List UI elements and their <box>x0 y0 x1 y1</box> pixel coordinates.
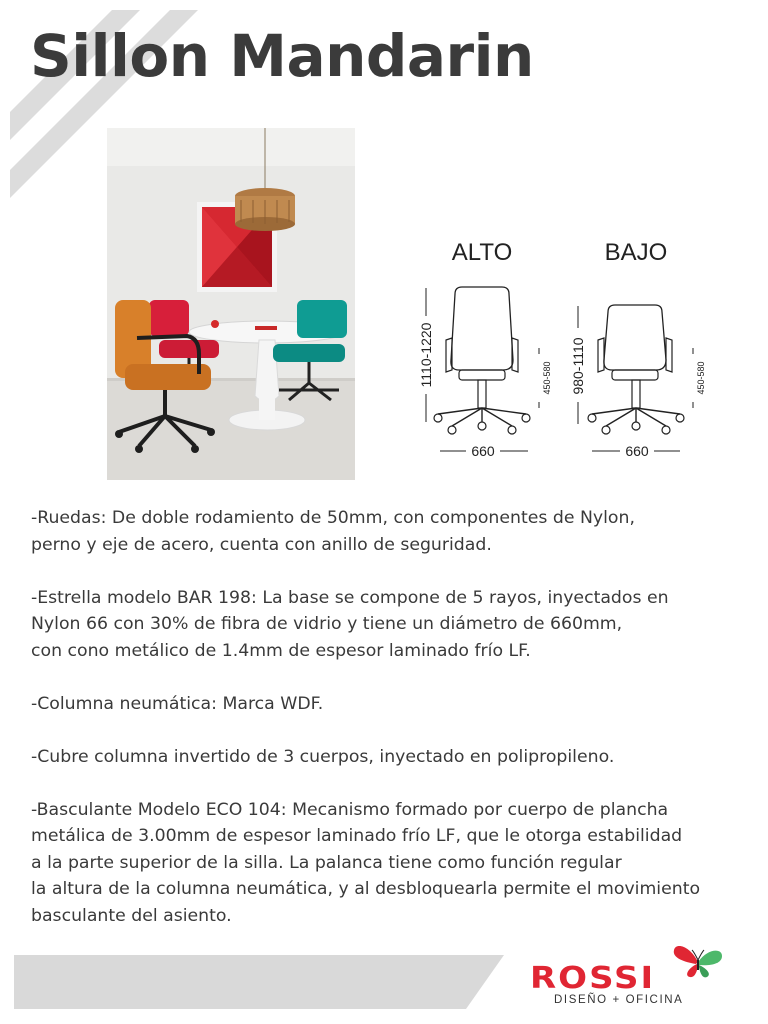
spec-estrella: -Estrella modelo BAR 198: La base se compone de 5 rayos, inyectados en Nylon 66 con 30% de fibra de vidrio y tiene un diámetro de 660mm, con cono metálico de 1.4mm de espesor laminado frío LF. <box>31 587 669 661</box>
product-photo <box>107 128 355 480</box>
diagram-alto <box>418 239 552 459</box>
bajo-height-dim: 980-1110 <box>570 337 586 395</box>
footer-band <box>14 955 504 1009</box>
page-title: Sillon Mandarin <box>30 22 534 90</box>
butterfly-icon <box>672 940 724 980</box>
spec-cubre-columna: -Cubre columna invertido de 3 cuerpos, inyectado en polipropileno. <box>31 746 615 767</box>
brand-logo <box>528 940 728 1012</box>
spec-basculante: -Basculante Modelo ECO 104: Mecanismo formado por cuerpo de plancha metálica de 3.00mm de espesor laminado frío LF, que le otorga estabilidad a la parte superior de la silla. La palanca tiene como función regular la altura de la columna neumática, y al desbloquearla permite el movimiento basculante del asiento. <box>31 799 701 926</box>
brand-tagline: DISEÑO + OFICINA <box>554 994 684 1006</box>
spec-ruedas: -Ruedas: De doble rodamiento de 50mm, con componentes de Nylon, perno y eje de acero, cuenta con anillo de seguridad. <box>31 508 635 555</box>
alto-seat-dim: 450-580 <box>542 361 552 395</box>
diagram-bajo <box>570 239 706 459</box>
diagram-bajo-label: BAJO <box>604 239 668 266</box>
brand-name: ROSSI <box>530 960 656 996</box>
alto-height-dim: 1110-1220 <box>418 322 434 388</box>
bajo-width-dim: 660 <box>625 443 649 459</box>
diagram-alto-label: ALTO <box>451 239 513 266</box>
alto-width-dim: 660 <box>471 443 495 459</box>
technical-diagrams <box>410 230 740 470</box>
bajo-seat-dim: 450-580 <box>696 361 706 395</box>
spec-columna: -Columna neumática: Marca WDF. <box>31 693 324 714</box>
spec-list <box>31 505 761 956</box>
